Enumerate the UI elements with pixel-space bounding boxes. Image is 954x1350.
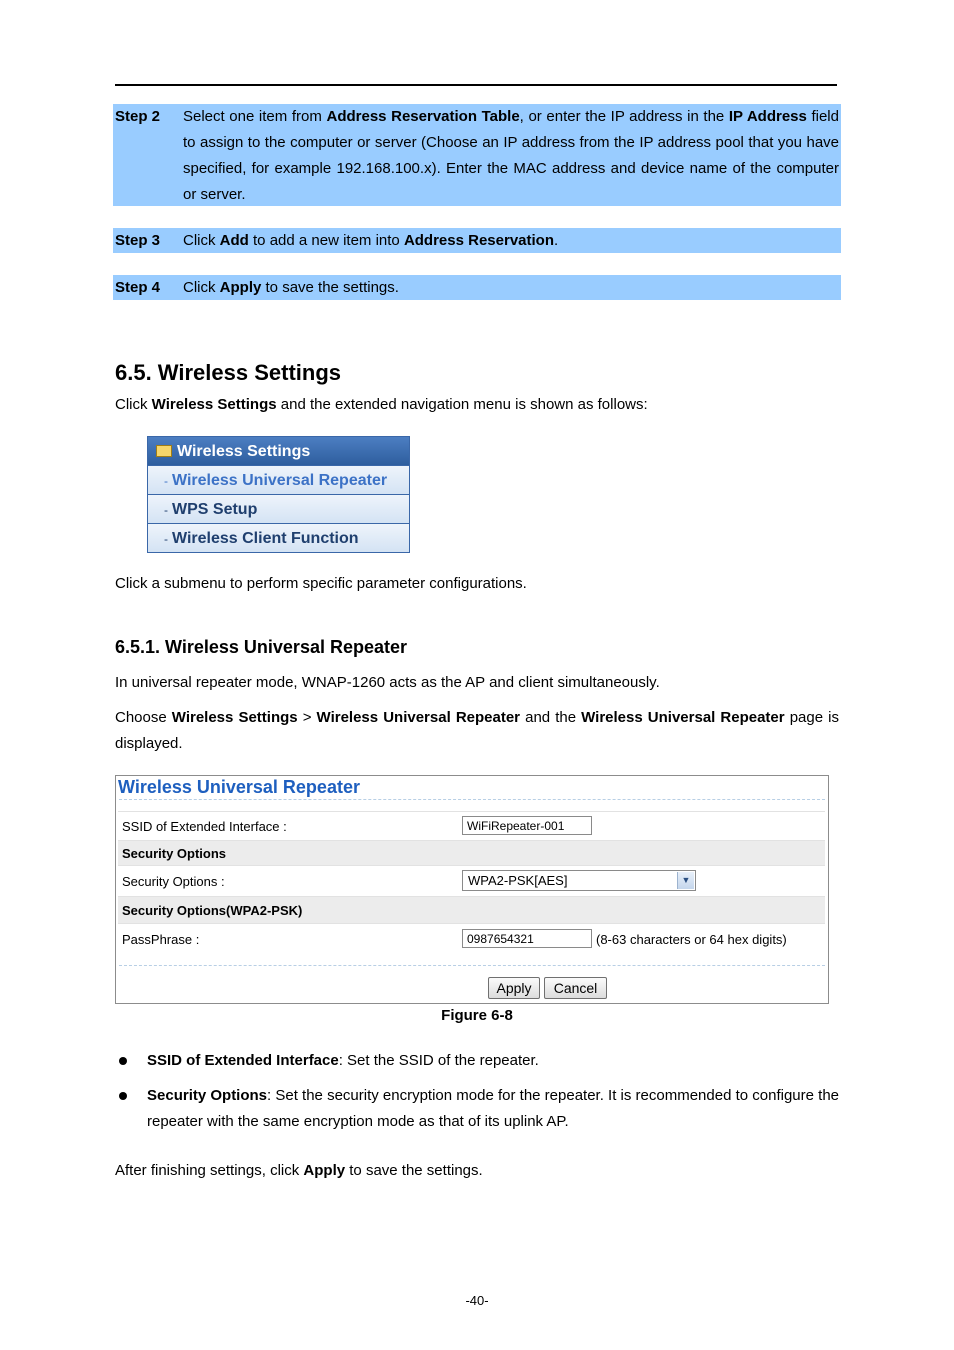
cancel-button[interactable]: Cancel [544,977,607,999]
step-2-box [113,104,841,206]
bullet-ssid: SSID of Extended Interface: Set the SSID of the repeater. [147,1052,539,1069]
subsection-heading: 6.5.1. Wireless Universal Repeater [115,637,407,657]
wireless-nav-menu [147,436,410,553]
wpa2-psk-section-row [118,896,825,923]
passphrase-hint: (8-63 characters or 64 hex digits) [596,932,787,947]
step-2-label: Step 2 [115,108,161,125]
repeater-settings-panel [115,775,829,1004]
security-options-select[interactable]: WPA2-PSK[AES] ▼ [462,870,696,891]
panel-title: Wireless Universal Repeater [118,777,360,797]
nav-item-wireless-client-function[interactable]: - Wireless Client Function [148,523,409,552]
subsection-p2: Choose Wireless Settings > Wireless Universal Repeater and the Wireless Universal Repeater page is displayed. [115,709,839,752]
bullet-security-options: Security Options: Set the security encryption mode for the repeater. It is recommended to configure the repeater with the same encryption mode as that of its uplink AP. [147,1087,840,1130]
closing-text: After finishing settings, click Apply to save the settings. [115,1162,483,1179]
subsection-p1: In universal repeater mode, WNAP-1260 acts as the AP and client simultaneously. [115,674,660,691]
security-options-section-row [118,840,825,865]
step-3-text: Click Add to add a new item into Address Reservation. [183,232,559,249]
bottom-divider [119,965,825,966]
passphrase-label: PassPhrase : [122,932,200,947]
step-3-box [113,228,841,253]
step-4-text: Click Apply to save the settings. [183,279,399,296]
step-3-label: Step 3 [115,232,161,249]
step-4-label: Step 4 [115,279,161,296]
ssid-row [118,811,825,840]
section-intro: Click Wireless Settings and the extended navigation menu is shown as follows: [115,396,648,413]
apply-button[interactable]: Apply [488,977,540,999]
wpa2-psk-header: Security Options(WPA2-PSK) [122,903,303,918]
ssid-label: SSID of Extended Interface : [122,819,287,834]
section-heading: 6.5. Wireless Settings [115,360,342,385]
step-4-box [113,275,841,300]
folder-icon [156,445,172,457]
nav-menu-header[interactable]: Wireless Settings [148,437,409,465]
bullet-icon [119,1092,127,1100]
nav-item-wireless-universal-repeater[interactable]: - Wireless Universal Repeater [148,465,409,494]
page-number: -40- [465,1293,489,1308]
nav-item-wps-setup[interactable]: - WPS Setup [148,494,409,523]
passphrase-input[interactable]: 0987654321 [462,929,592,948]
header-rule [115,84,837,86]
chevron-down-icon[interactable]: ▼ [677,872,694,889]
security-options-header: Security Options [122,846,227,861]
figure-caption: Figure 6-8 [441,1007,513,1024]
bullet-icon [119,1057,127,1065]
security-options-label: Security Options : [122,874,225,889]
after-menu-text: Click a submenu to perform specific parameter configurations. [115,575,527,592]
security-options-row [118,865,825,896]
passphrase-row [118,923,825,954]
step-2-text: Select one item from Address Reservation Table, or enter the IP address in the IP Address field to assign to the computer or server (Choose an IP address from the IP address pool that you have specified, for example 192.168.100.x). Enter the MAC address and device name of the computer or server. [183,108,839,203]
title-divider [119,799,825,800]
ssid-input[interactable]: WiFiRepeater-001 [462,816,592,835]
